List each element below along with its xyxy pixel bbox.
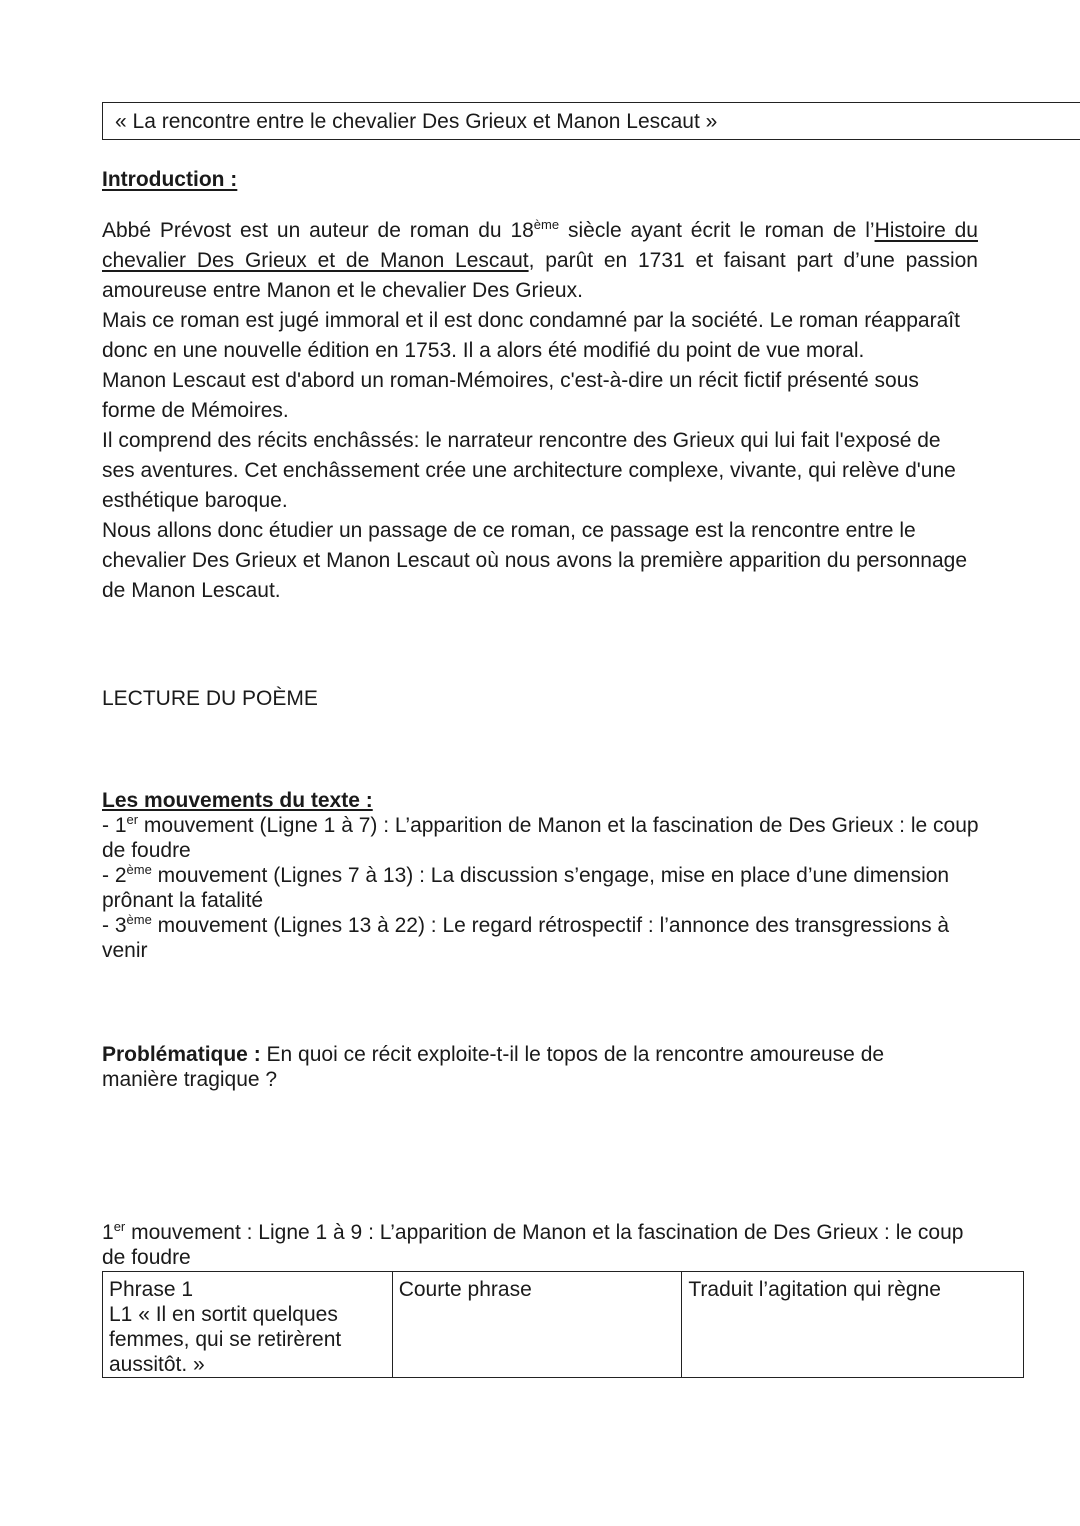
problematique-label: Problématique : (102, 1043, 261, 1066)
movement-3-sup: ème (126, 912, 152, 927)
intro-p1-superscript: ème (533, 217, 560, 232)
table-cell-interpretation: Traduit l’agitation qui règne (682, 1272, 1024, 1378)
movement-2-text: mouvement (Lignes 7 à 13) : La discussion s’engage, mise en place d’une dimension prônant la fatalité (102, 864, 950, 912)
first-movement-heading (102, 1220, 982, 1270)
movements-section (102, 788, 982, 963)
novel-title: Histoire du chevalier Des Grieux et de Manon Lescaut (102, 219, 978, 272)
movement-1-prefix: - 1 (102, 814, 127, 837)
analysis-table (102, 1271, 1024, 1378)
first-movement-text: mouvement : Ligne 1 à 9 : L’apparition de Manon et la fascination de Des Grieux : le coup de foudre (102, 1221, 964, 1269)
movement-3 (102, 913, 982, 963)
first-movement-sup: er (113, 1219, 126, 1234)
intro-paragraph-3: Manon Lescaut est d'abord un roman-Mémoires, c'est-à-dire un récit fictif présenté sous forme de Mémoires. (102, 369, 919, 422)
movement-2-sup: ème (126, 862, 152, 877)
intro-p1-text-a: Abbé Prévost est un auteur de roman du 18 (102, 219, 534, 242)
table-row (103, 1272, 1024, 1378)
movement-2-prefix: - 2 (102, 864, 127, 887)
movement-3-text: mouvement (Lignes 13 à 22) : Le regard rétrospectif : l’annonce des transgressions à venir (102, 914, 950, 962)
movement-1-text: mouvement (Ligne 1 à 7) : L’apparition de Manon et la fascination de Des Grieux : le coup de foudre (102, 814, 979, 862)
movement-2 (102, 863, 982, 913)
introduction-body (102, 216, 978, 606)
intro-paragraph-5: Nous allons donc étudier un passage de ce roman, ce passage est la rencontre entre le chevalier Des Grieux et Manon Lescaut où nous avons la première apparition du personnage de Manon Lescaut. (102, 519, 968, 602)
phrase-label: Phrase 1 (109, 1278, 194, 1301)
intro-p1-text-b: siècle ayant écrit le roman de l’ (559, 219, 875, 242)
intro-paragraph-4: Il comprend des récits enchâssés: le narrateur rencontre des Grieux qui lui fait l'exposé de ses aventures. Cet enchâssement crée une architecture complexe, vivante, qui relève d'une esthétique baroque. (102, 429, 956, 512)
movement-1-sup: er (126, 812, 139, 827)
movement-1 (102, 813, 982, 863)
intro-paragraph-2: Mais ce roman est jugé immoral et il est donc condamné par la société. Le roman réapparaît donc en une nouvelle édition en 1753. Il a alors été modifié du point de vue moral. (102, 309, 960, 362)
first-movement-prefix: 1 (102, 1221, 114, 1244)
lecture-heading: LECTURE DU POÈME (102, 687, 318, 710)
introduction-heading: Introduction : (102, 168, 238, 191)
intro-paragraph-1 (102, 216, 978, 306)
phrase-quote: L1 « Il en sortit quelques femmes, qui se retirèrent aussitôt. » (109, 1303, 342, 1376)
intro-p1-text-c: , parût en 1731 et faisant part d’une passion amoureuse entre Manon et le chevalier Des Grieux. (102, 249, 978, 302)
table-cell-quote (103, 1272, 393, 1378)
movements-heading: Les mouvements du texte : (102, 789, 373, 812)
movement-3-prefix: - 3 (102, 914, 127, 937)
table-cell-procede: Courte phrase (392, 1272, 682, 1378)
document-title: « La rencontre entre le chevalier Des Grieux et Manon Lescaut » (115, 110, 718, 133)
problematique (102, 1042, 962, 1092)
document-title-box (102, 102, 1080, 140)
problematique-text: En quoi ce récit exploite-t-il le topos de la rencontre amoureuse de manière tragique ? (102, 1043, 885, 1091)
